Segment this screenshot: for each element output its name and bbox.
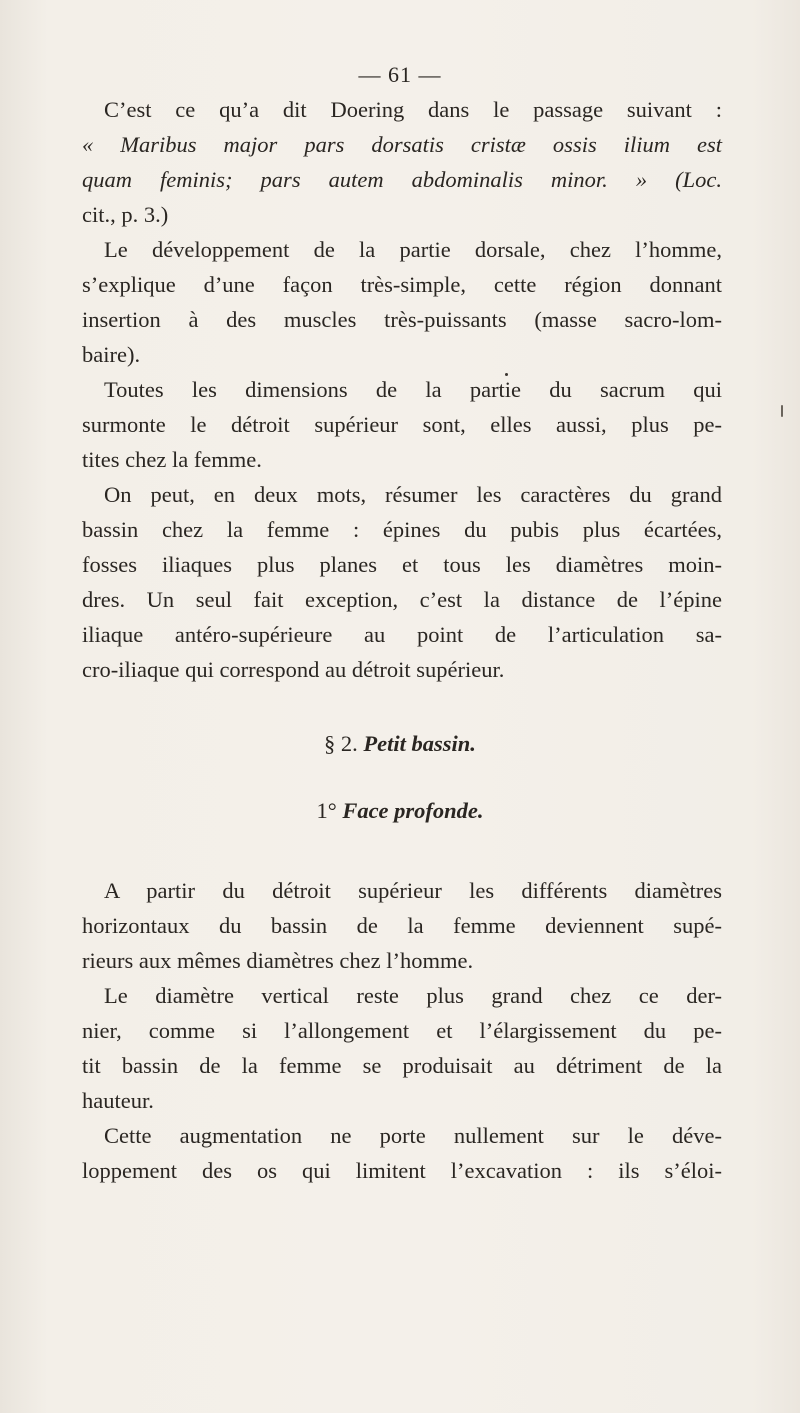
text-line: iliaque antéro-supérieure au point de l’articulation sa- xyxy=(82,622,722,647)
text-line: cro-iliaque qui correspond au détroit supérieur. xyxy=(82,657,505,682)
text-line: Le diamètre vertical reste plus grand chez ce der- xyxy=(104,983,722,1008)
section-number: § 2. xyxy=(324,731,358,756)
section-heading xyxy=(0,731,800,757)
ink-speck xyxy=(505,373,508,376)
text-line: s’explique d’une façon très-simple, cette région donnant xyxy=(82,272,722,297)
text-line: A partir du détroit supérieur les différents diamètres xyxy=(104,878,722,903)
text-line: Cette augmentation ne porte nullement sur le déve- xyxy=(104,1123,722,1148)
section-title: Petit bassin. xyxy=(363,731,476,756)
subsection-title: Face profonde. xyxy=(342,798,484,823)
text-line: « Maribus major pars dorsatis cristæ ossis ilium est xyxy=(82,132,722,157)
page-number: — 61 — xyxy=(358,62,442,87)
text-line: hauteur. xyxy=(82,1088,154,1113)
text-line: nier, comme si l’allongement et l’élargissement du pe- xyxy=(82,1018,722,1043)
subsection-heading xyxy=(0,798,800,824)
text-line: horizontaux du bassin de la femme deviennent supé- xyxy=(82,913,722,938)
paragraphs-petit-bassin xyxy=(82,873,722,1188)
text-line: tites chez la femme. xyxy=(82,447,262,472)
text-line: baire). xyxy=(82,342,141,367)
subsection-number: 1° xyxy=(316,798,337,823)
text-line: insertion à des muscles très-puissants (masse sacro-lom- xyxy=(82,307,722,332)
ink-speck xyxy=(781,405,783,417)
text-line: loppement des os qui limitent l’excavation : ils s’éloi- xyxy=(82,1158,722,1183)
text-line: dres. Un seul fait exception, c’est la distance de l’épine xyxy=(82,587,722,612)
text-line: cit., p. 3.) xyxy=(82,202,169,227)
text-line: quam feminis; pars autem abdominalis minor. » (Loc. xyxy=(82,167,722,192)
text-line: On peut, en deux mots, résumer les caractères du grand xyxy=(104,482,722,507)
text-line: tit bassin de la femme se produisait au détriment de la xyxy=(82,1053,722,1078)
text-line: bassin chez la femme : épines du pubis plus écartées, xyxy=(82,517,722,542)
text-line: Le développement de la partie dorsale, chez l’homme, xyxy=(104,237,722,262)
text-line: Toutes les dimensions de la partie du sacrum qui xyxy=(104,377,722,402)
text-line: fosses iliaques plus planes et tous les diamètres moin- xyxy=(82,552,722,577)
paragraphs-grand-bassin xyxy=(82,92,722,687)
text-line: surmonte le détroit supérieur sont, elles aussi, plus pe- xyxy=(82,412,722,437)
text-line: rieurs aux mêmes diamètres chez l’homme. xyxy=(82,948,474,973)
text-line: C’est ce qu’a dit Doering dans le passage suivant : xyxy=(104,97,722,122)
